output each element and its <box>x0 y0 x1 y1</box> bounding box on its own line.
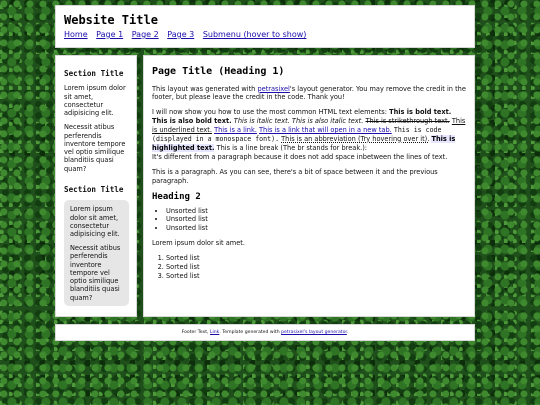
highlighted-text: This is highlighted text. <box>152 134 456 152</box>
footer-text: Footer Text, <box>181 330 210 335</box>
menu-link-submenu[interactable]: Submenu (hover to show) <box>202 30 307 39</box>
footer-generator-link[interactable]: petrasixel's layout generator <box>281 330 347 335</box>
list-item: 2. Sorted list <box>166 263 466 272</box>
site-title: Website Title <box>64 13 158 27</box>
example-link[interactable]: This is a link. <box>214 126 257 135</box>
sidebar-section-title: Section Title <box>64 184 124 194</box>
abbreviation-text[interactable]: This is an abbreviation (Try hovering over it). <box>281 134 430 143</box>
elements-intro-text: I will now show you how to use the most common HTML text elements: <box>152 108 390 117</box>
sidebar-paragraph: Necessit atibus perferendis inventore tempore vel optio similique blanditiis quasi quam? <box>64 123 126 173</box>
strikethrough-text: This is strikethrough text. <box>365 117 450 126</box>
example-link-new-tab[interactable]: This is a link that will open in a new tab. <box>259 126 392 135</box>
intro-text: This layout was generated with <box>152 84 258 93</box>
sidebar-highlight-box <box>64 200 129 306</box>
paragraph: This is a paragraph. As you can see, there's a bit of space between it and the previous paragraph. <box>152 167 438 185</box>
main-content <box>143 55 475 317</box>
emphasis-text: This is also italic text. <box>291 117 364 126</box>
footer-link[interactable]: Link <box>209 330 220 335</box>
menu-link-page-1[interactable]: Page 1 <box>96 30 124 39</box>
site-footer <box>55 324 475 341</box>
bold-text: This is bold text. <box>389 108 452 117</box>
list-item: • Unsorted list <box>166 224 466 233</box>
sorted-list <box>152 254 466 281</box>
footer-text: . <box>346 330 349 335</box>
sidebar-paragraph: Necessit atibus perferendis inventore tempore vel optio similique blanditiis quasi quam? <box>70 244 121 302</box>
sidebar-paragraph: Lorem ipsum dolor sit amet, consectetur adipisicing elit. <box>70 205 120 239</box>
intro-text: 's layout generator. You may remove the credit in the footer, but please leave the credit in the code. Thank you! <box>152 84 466 102</box>
sidebar-section-title: Section Title <box>64 69 124 78</box>
menu-link-page-3[interactable]: Page 3 <box>167 30 195 39</box>
line-break-text: This is a line break (The br stands for break.): <box>216 143 368 152</box>
heading-2: Heading 2 <box>152 192 201 203</box>
list-item: • Unsorted list <box>166 215 466 224</box>
list-item: 3. Sorted list <box>166 272 466 281</box>
main-menu <box>64 30 312 39</box>
strong-text: This is also bold text. <box>152 117 232 126</box>
list-item: • Unsorted list <box>166 207 466 216</box>
menu-link-home[interactable]: Home <box>64 30 88 39</box>
list-item: 1. Sorted list <box>166 254 466 263</box>
italic-text: This is italic text. <box>233 117 290 126</box>
after-break-text: It's different from a paragraph because it does not add space inbetween the lines of text. <box>152 152 448 161</box>
page-title: Page Title (Heading 1) <box>152 66 285 77</box>
code-text: This is code (displayed in a monospace font). <box>152 126 442 143</box>
elements-paragraph <box>152 108 466 161</box>
sidebar <box>55 55 137 317</box>
generator-credit-link[interactable]: petrasixel <box>257 84 290 93</box>
intro-paragraph <box>152 85 466 103</box>
unsorted-list <box>152 207 466 234</box>
lorem-paragraph: Lorem ipsum dolor sit amet. <box>152 239 245 248</box>
site-header <box>55 5 475 48</box>
footer-text: . Template generated with <box>219 330 282 335</box>
underlined-text: This is underlined text. <box>152 117 466 135</box>
sidebar-paragraph: Lorem ipsum dolor sit amet, consectetur adipisicing elit. <box>64 84 126 118</box>
menu-link-page-2[interactable]: Page 2 <box>131 30 159 39</box>
